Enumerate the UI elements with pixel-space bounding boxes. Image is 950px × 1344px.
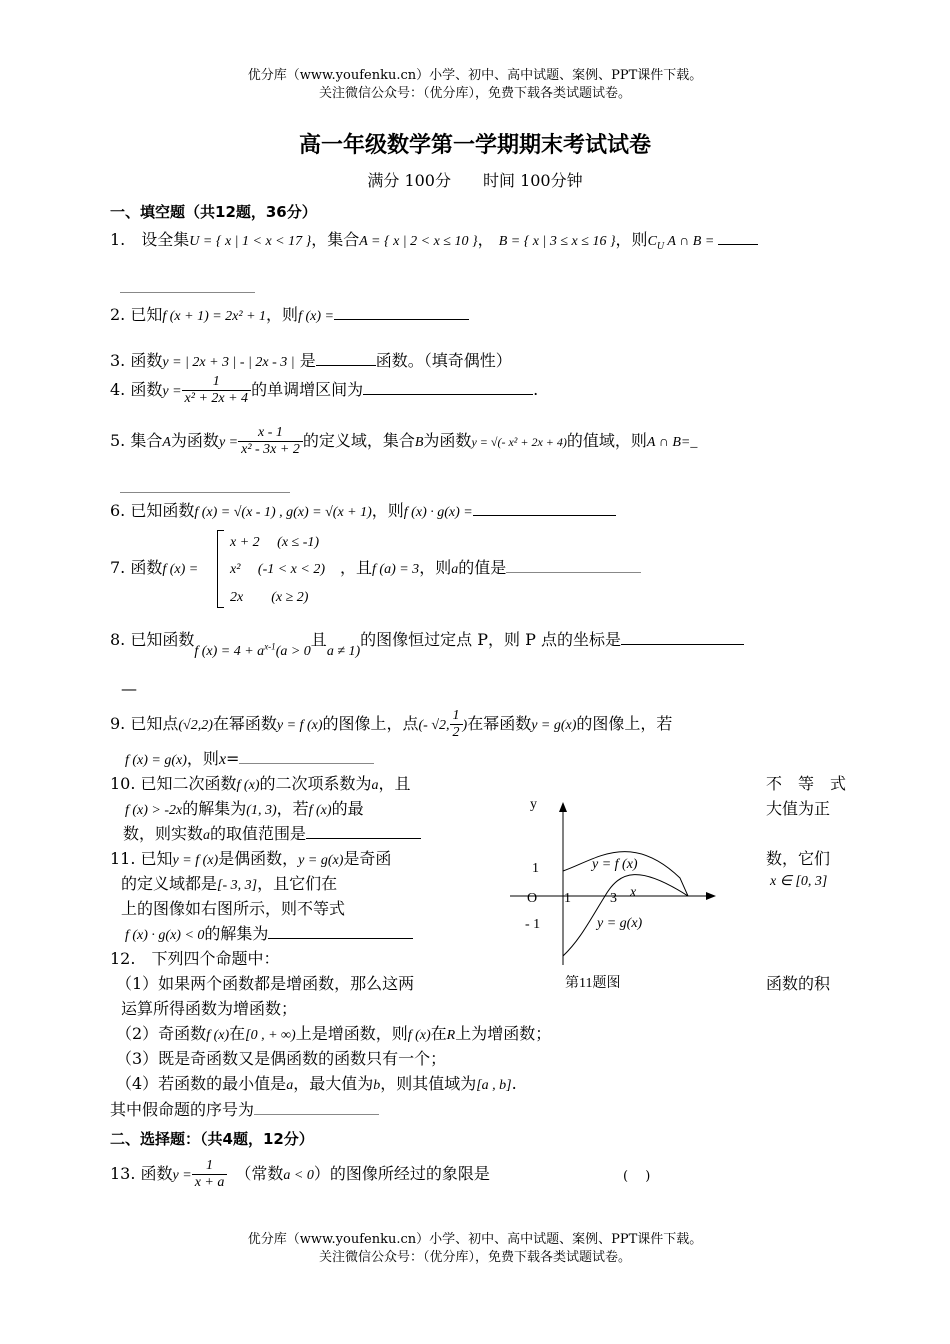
q9-numerator: 1 [450, 708, 463, 725]
q9-math-g: y = g(x) [531, 718, 577, 733]
q5-blank[interactable] [120, 478, 290, 493]
q4-numerator: 1 [182, 374, 252, 391]
q13-text-c: ）的图像所经过的象限是 [313, 1164, 490, 1183]
q7-math-f: f (x) = [162, 562, 199, 577]
q10-blank[interactable] [306, 824, 421, 839]
q7-text-b: ，且 [340, 558, 373, 577]
question-5 [110, 425, 697, 458]
q6-math-b: f (x) · g(x) = [403, 505, 473, 520]
q9-math-point1: (√2,2) [178, 718, 213, 733]
q2-text-a: 2. 已知 [110, 305, 163, 324]
q3-text-a: 3. 函数 [110, 351, 163, 370]
question-12-line-1: 12. 下列四个命题中： [110, 949, 280, 968]
question-13 [110, 1158, 490, 1191]
q8-blank[interactable] [621, 630, 744, 645]
q9-text-g: = [226, 749, 240, 768]
page-title: 高一年级数学第一学期期末考试试卷 [298, 133, 651, 158]
q8-dash: — [121, 679, 137, 698]
q10-text-h: 的取值范围是 [210, 824, 307, 843]
q11-right-2: x ∈ [0, 3] [770, 874, 828, 889]
q12-math-r: R [446, 1028, 456, 1043]
q5-math-y: y = [218, 435, 239, 450]
fig-g-label: y = g(x) [597, 916, 643, 931]
q12-right-2: 函数的积 [766, 974, 831, 993]
q5-text-d: 为函数 [423, 431, 472, 450]
q10-text-f: 的最 [331, 799, 364, 818]
q7-text-c: ，则 [419, 558, 452, 577]
q12-math-range: [a , b] [476, 1078, 512, 1093]
q11-text-e: ，且它们在 [257, 874, 338, 893]
header-line-2: 关注微信公众号：（优分库），免费下载各类试题试卷。 [318, 86, 631, 101]
q1-math-c: C [647, 234, 657, 249]
question-11-line-4 [125, 921, 413, 944]
q2-blank[interactable] [334, 305, 469, 320]
q13-answer-paren[interactable]: ( ) [623, 1169, 651, 1184]
q13-math-y: y = [172, 1168, 192, 1183]
q12-blank[interactable] [254, 1100, 379, 1115]
footer-line-1: 优分库（www.youfenku.cn）小学、初中、高中试题、案例、PPT课件下载。 [247, 1232, 703, 1247]
q9-math-x: x [218, 751, 227, 768]
q10-math-interval: (1, 3) [246, 803, 277, 818]
q10-math-ineq: f (x) > -2x [125, 803, 183, 818]
q5-fraction [238, 425, 303, 458]
fig-one: 1 [532, 861, 539, 876]
q7-case-2: x² (-1 < x < 2) [230, 562, 326, 577]
question-3 [110, 348, 512, 371]
q8-text-c: 的图像恒过定点 P，则 P 点的坐标是 [360, 630, 621, 649]
q4-fraction [182, 374, 252, 407]
q5-text-b: 为函数 [170, 431, 219, 450]
fig-neg-one: - 1 [525, 917, 541, 932]
q13-fraction [192, 1158, 228, 1191]
question-11-line-2 [121, 871, 337, 894]
q12-text-g: ，最大值为 [293, 1074, 374, 1093]
q11-math-f: y = f (x) [172, 853, 219, 868]
q3-math: y = | 2x + 3 | - | 2x - 3 | [162, 355, 295, 370]
q8-math-a2: (a > 0 [275, 644, 311, 659]
q12-math-interval: [0 , + ∞) [245, 1028, 296, 1043]
q12-text-a: （2）奇函数 [116, 1024, 207, 1043]
q6-text-b: ，则 [371, 501, 404, 520]
q4-text-a: 4. 函数 [110, 380, 163, 399]
q11-math-g: y = g(x) [298, 853, 344, 868]
q9-math-paren: ) [462, 718, 468, 733]
q11-text-c: 是奇函 [343, 849, 392, 868]
q3-blank[interactable] [316, 351, 376, 366]
q8-math-a: f (x) = 4 + a [194, 644, 265, 659]
x-axis-arrow [706, 892, 716, 900]
q5-math-b: B [414, 435, 424, 450]
q10-text-g: 数，则实数 [123, 824, 204, 843]
q5-math-a: A [162, 435, 171, 450]
subtitle: 满分 100分 时间 100分钟 [367, 171, 583, 190]
q9-math-f: y = f (x) [276, 718, 323, 733]
q1-text-a: 1. 设全集 [110, 230, 190, 249]
question-2 [110, 302, 469, 325]
q9-denominator: 2 [452, 725, 460, 740]
q7-text-a: 7. 函数 [110, 558, 163, 577]
q13-numerator: 1 [192, 1158, 228, 1175]
q12-text-b: 在 [229, 1024, 246, 1043]
q5-text-a: 5. 集合 [110, 431, 163, 450]
q12-text-h: ，则其值域为 [380, 1074, 477, 1093]
q7-case-1: x + 2 (x ≤ -1) [230, 535, 320, 550]
q11-figure [500, 790, 730, 1000]
section-fill-blank: 一、填空题（共12题，36分） [110, 203, 317, 221]
fig-caption: 第11题图 [565, 976, 621, 991]
q4-blank[interactable] [363, 380, 533, 395]
q9-text-f: ，则 [186, 749, 219, 768]
q7-math-a: a [451, 562, 459, 577]
q1-blank-b[interactable] [120, 278, 255, 293]
q12-text-j: 其中假命题的序号为 [110, 1100, 255, 1119]
q11-right-1: 数，它们 [766, 849, 831, 868]
q13-math-a: a < 0 [283, 1168, 314, 1183]
question-9 [110, 708, 672, 741]
q2-math-a: f (x + 1) = 2x² + 1 [162, 309, 267, 324]
q9-math-eq: f (x) = g(x) [125, 753, 187, 768]
q12-math-f: f (x) [206, 1028, 230, 1043]
header-line-1: 优分库（www.youfenku.cn）小学、初中、高中试题、案例、PPT课件下载。 [247, 68, 703, 83]
question-10-line-1 [110, 771, 411, 794]
q10-right-2: 大值为正 [766, 799, 831, 818]
q2-math-b: f (x) = [298, 309, 334, 324]
q4-text-b: 的单调增区间为 [251, 380, 364, 399]
q10-text-a: 10. 已知二次函数 [110, 774, 237, 793]
question-11-line-3: 上的图像如右图所示，则不等式 [121, 899, 346, 918]
q3-text-b: 是 [299, 351, 316, 370]
q1-math-b: B = { x | 3 ≤ x ≤ 16 } [498, 234, 616, 249]
fig-x-label: x [630, 885, 637, 900]
q7-text-d: 的值是 [458, 558, 507, 577]
q10-text-e: ，若 [276, 799, 309, 818]
q3-text-c: 函数。（填奇偶性） [375, 351, 512, 370]
question-7-tail [340, 555, 641, 578]
question-12-line-7 [110, 1097, 379, 1120]
question-12-line-6 [116, 1071, 517, 1094]
q7-math-fa: f (a) = 3 [372, 562, 420, 577]
q9-math-point2: (- √2, [418, 718, 450, 733]
q1-text-b: ，集合 [311, 230, 360, 249]
question-12-line-4 [116, 1021, 551, 1044]
question-12-line-2: （1）如果两个函数都是增函数，那么这两 [116, 974, 415, 993]
q6-math-a: f (x) = √(x - 1) , g(x) = √(x + 1) [194, 505, 372, 520]
q10-math-f: f (x) [236, 778, 260, 793]
q4-denominator: x² + 2x + 4 [184, 391, 249, 406]
q11-text-b: 是偶函数， [218, 849, 299, 868]
q12-math-f2: f (x) [407, 1028, 431, 1043]
q9-text-b: 在幂函数 [212, 714, 277, 733]
q6-text-a: 6. 已知函数 [110, 501, 195, 520]
fig-f-label: y = f (x) [592, 857, 638, 872]
q1-text-d: ，则 [615, 230, 648, 249]
q11-math-domain: [- 3, 3] [217, 878, 258, 893]
question-7-intro [110, 555, 198, 578]
q13-text-b: （常数 [243, 1164, 284, 1183]
q7-blank[interactable] [506, 558, 641, 573]
q1-math-a: A = { x | 2 < x ≤ 10 } [359, 234, 478, 249]
question-8 [110, 627, 744, 659]
q1-math-ab: A ∩ B = [664, 234, 718, 249]
question-1 [110, 227, 758, 252]
q12-text-i: . [511, 1074, 517, 1093]
q2-text-b: ，则 [266, 305, 299, 324]
q10-math-a: a [371, 778, 379, 793]
q9-fraction [450, 708, 463, 741]
y-axis-arrow [559, 802, 567, 812]
q10-text-c: ，且 [378, 774, 411, 793]
q4-math: y = [162, 384, 182, 399]
q7-brace [217, 530, 224, 608]
q8-math-b: a ≠ 1) [326, 644, 361, 659]
q10-math-f2: f (x) [308, 803, 332, 818]
q11-math-ineq: f (x) · g(x) < 0 [125, 928, 205, 943]
q8-math-sup: x-1 [264, 641, 276, 652]
q12-math-a: a [286, 1078, 294, 1093]
q9-text-e: 的图像上，若 [576, 714, 673, 733]
question-10-line-2 [125, 796, 364, 819]
question-10-line-3 [123, 821, 421, 844]
q10-right-1: 不 等 式 [766, 774, 847, 793]
q5-text-c: 的定义域，集合 [302, 431, 415, 450]
q9-text-c: 的图像上，点 [322, 714, 419, 733]
question-4 [110, 374, 538, 407]
q13-denominator: x + a [194, 1175, 225, 1190]
question-12-line-3: 运算所得函数为增函数； [121, 999, 298, 1018]
fig-tick-3: 3 [610, 891, 617, 906]
fig-y-label: y [530, 797, 537, 812]
q12-text-d: 在 [430, 1024, 447, 1043]
q1-blank-a[interactable] [718, 230, 758, 245]
q11-blank[interactable] [268, 924, 413, 939]
q7-case-3: 2x (x ≥ 2) [230, 590, 309, 605]
q5-numerator: x - 1 [238, 425, 303, 442]
q10-text-b: 的二次项系数为 [259, 774, 372, 793]
footer-line-2: 关注微信公众号：（优分库），免费下载各类试题试卷。 [318, 1250, 631, 1265]
q1-text-c: ， [477, 230, 494, 249]
q8-text-a: 8. 已知函数 [110, 630, 195, 649]
fig-origin: O [527, 891, 538, 906]
q9-blank[interactable] [239, 749, 374, 764]
question-12-line-5: （3）既是奇函数又是偶函数的函数只有一个； [116, 1049, 447, 1068]
q12-math-b: b [373, 1078, 381, 1093]
q11-text-a: 11. 已知 [110, 849, 173, 868]
q10-text-d: 的解集为 [182, 799, 247, 818]
question-6 [110, 498, 616, 521]
q12-text-f: （4）若函数的最小值是 [116, 1074, 287, 1093]
q13-text-a: 13. 函数 [110, 1164, 173, 1183]
q11-text-d: 的定义域都是 [121, 874, 218, 893]
q11-text-f: 的解集为 [204, 924, 269, 943]
q1-math-sub: U [656, 241, 665, 253]
fig-tick-1: 1 [564, 891, 571, 906]
q12-text-c: 上是增函数，则 [295, 1024, 408, 1043]
q5-math-ab: A ∩ B=_ [646, 435, 698, 450]
q9-text-d: 在幂函数 [467, 714, 532, 733]
question-11-line-1 [110, 846, 391, 869]
section-choice: 二、选择题：（共4题，12分） [110, 1130, 314, 1148]
q6-blank[interactable] [473, 501, 616, 516]
q12-text-e: 上为增函数； [455, 1024, 552, 1043]
q9-text-a: 9. 已知点 [110, 714, 179, 733]
q5-denominator: x² - 3x + 2 [241, 442, 300, 457]
q4-text-c: . [533, 380, 539, 399]
q10-math-a2: a [203, 828, 211, 843]
q5-text-e: 的值域，则 [566, 431, 647, 450]
question-9-line-2 [125, 746, 374, 769]
q5-math-sqrt: y = √(- x² + 2x + 4) [471, 435, 567, 449]
q1-math-u: U = { x | 1 < x < 17 } [189, 234, 312, 249]
q8-text-b: 且 [310, 630, 327, 649]
